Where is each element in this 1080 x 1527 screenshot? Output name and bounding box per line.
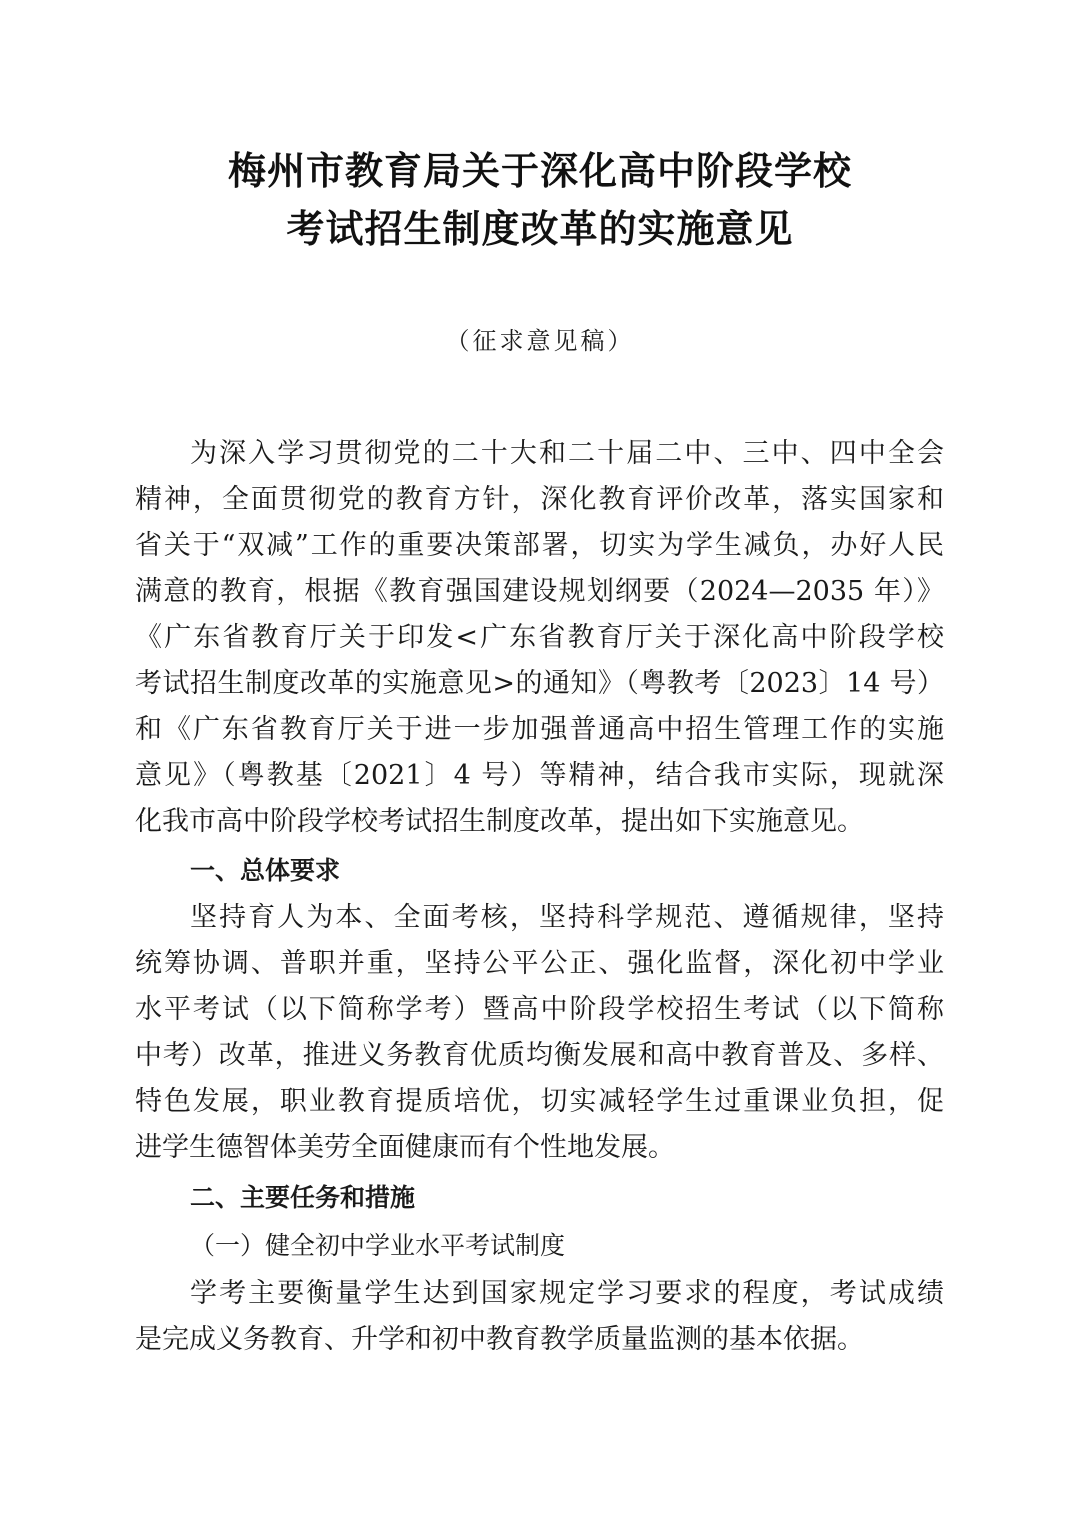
intro-line: 满意的教育，根据《教育强国建设规划纲要（2024—2035 年）》 [135, 576, 944, 607]
section-heading: 二、主要任务和措施 [190, 1183, 416, 1212]
body-line: 学考主要衡量学生达到国家规定学习要求的程度，考试成绩 [190, 1278, 944, 1309]
body-line: 是完成义务教育、升学和初中教育教学质量监测的基本依据。 [135, 1324, 864, 1355]
subsection-heading: （一）健全初中学业水平考试制度 [190, 1231, 566, 1260]
body-line: 坚持育人为本、全面考核，坚持科学规范、遵循规律，坚持 [190, 902, 944, 933]
body-line: 中考）改革，推进义务教育优质均衡发展和高中教育普及、多样、 [135, 1040, 944, 1071]
body-line: 特色发展，职业教育提质培优，切实减轻学生过重课业负担，促 [135, 1086, 944, 1117]
document-subtitle: （征求意见稿） [445, 327, 635, 355]
body-line: 水平考试（以下简称学考）暨高中阶段学校招生考试（以下简称 [135, 994, 944, 1025]
intro-line: 意见》（粤教基〔2021〕4 号）等精神，结合我市实际，现就深 [135, 760, 944, 791]
body-line: 统筹协调、普职并重，坚持公平公正、强化监督，深化初中学业 [135, 948, 944, 979]
body-line: 进学生德智体美劳全面健康而有个性地发展。 [135, 1132, 675, 1163]
section-heading: 一、总体要求 [190, 856, 341, 885]
intro-line: 化我市高中阶段学校考试招生制度改革，提出如下实施意见。 [135, 806, 864, 837]
document-title-line-2: 考试招生制度改革的实施意见 [286, 207, 794, 251]
intro-line: 精神，全面贯彻党的教育方针，深化教育评价改革，落实国家和 [135, 484, 944, 515]
intro-line: 和《广东省教育厅关于进一步加强普通高中招生管理工作的实施 [135, 714, 944, 745]
intro-line: 省关于“双减”工作的重要决策部署，切实为学生减负，办好人民 [135, 530, 944, 561]
intro-line: 考试招生制度改革的实施意见>的通知》（粤教考〔2023〕14 号） [135, 668, 944, 699]
intro-line: 《广东省教育厅关于印发<广东省教育厅关于深化高中阶段学校 [135, 622, 944, 653]
intro-line: 为深入学习贯彻党的二十大和二十届二中、三中、四中全会 [190, 438, 944, 469]
document-title-line-1: 梅州市教育局关于深化高中阶段学校 [227, 149, 852, 193]
